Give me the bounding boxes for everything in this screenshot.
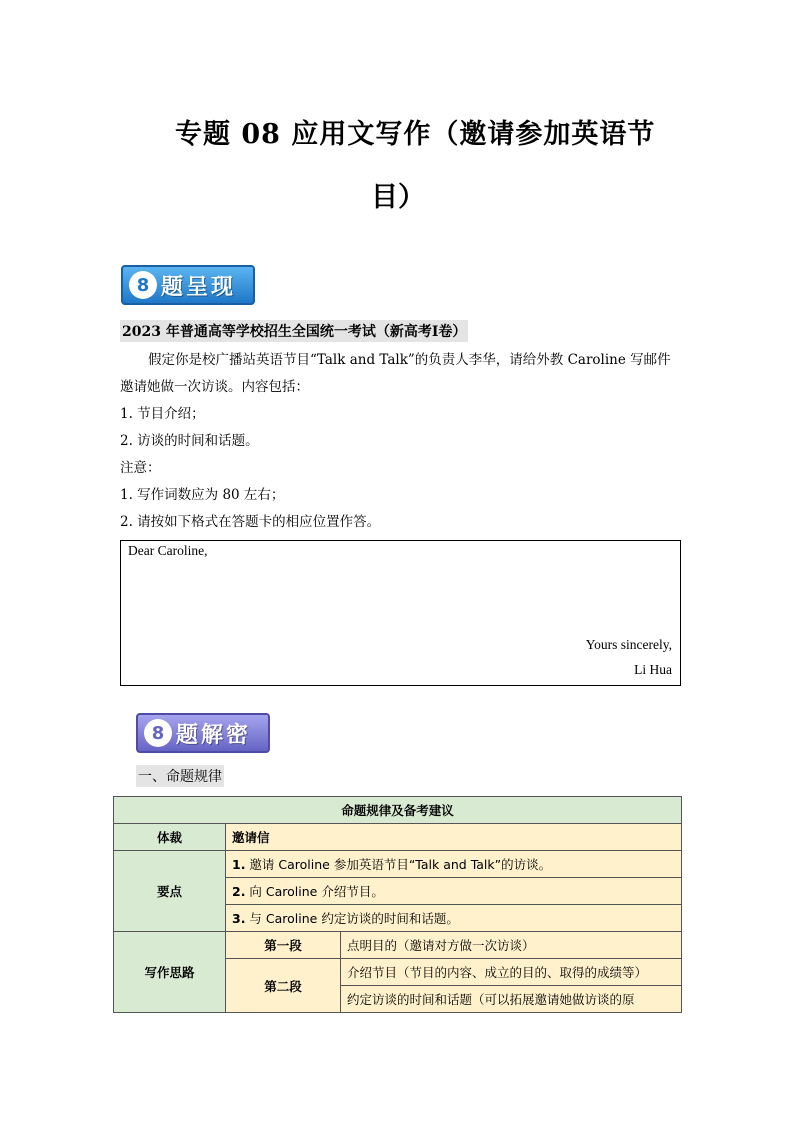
analysis-badge [136,713,270,753]
letter-format-box [120,540,681,686]
genre-label: 体裁 [114,824,226,851]
number-eight-icon: 8 [144,719,172,747]
table-row [114,824,682,851]
page-title-line1: 专题 08 应用文写作（邀请参加英语节 [175,119,656,150]
section-heading: 一、命题规律 [136,765,224,787]
point-item-3: 3. 与 Caroline 约定访谈的时间和话题。 [226,905,682,932]
content-item-1: 1. 节目介绍； [120,406,205,422]
para1-text: 点明目的（邀请对方做一次访谈） [341,932,682,959]
prompt-line-2: 邀请她做一次访谈。内容包括： [120,379,309,395]
note-item-2: 2. 请按如下格式在答题卡的相应位置作答。 [120,514,381,530]
points-label: 要点 [114,851,226,932]
table-row [114,851,682,878]
analysis-badge-label: 题解密 [176,722,252,748]
note-item-1: 1. 写作词数应为 80 左右； [120,487,285,503]
table-row [114,797,682,824]
para2-text-2: 约定访谈的时间和话题（可以拓展邀请她做访谈的原 [341,986,682,1013]
para1-label: 第一段 [226,932,341,959]
prompt-line-1: 假定你是校广播站英语节目“Talk and Talk”的负责人李华，请给外教 Caroline 写邮件 [148,352,671,368]
para2-label: 第二段 [226,959,341,1013]
rules-table [113,796,682,1013]
page-title [175,119,685,213]
number-eight-icon: 8 [129,271,157,299]
genre-value: 邀请信 [226,824,682,851]
content-item-2: 2. 访谈的时间和话题。 [120,433,259,449]
topic-badge [121,265,255,305]
topic-badge-label: 题呈现 [161,274,237,300]
note-label: 注意： [120,460,161,476]
table-row [114,932,682,959]
letter-signature: Li Hua [634,662,672,677]
table-header: 命题规律及备考建议 [114,797,682,824]
point-item-2: 2. 向 Caroline 介绍节目。 [226,878,682,905]
letter-greeting: Dear Caroline, [128,543,208,558]
letter-closing: Yours sincerely, [585,637,672,652]
idea-label: 写作思路 [114,932,226,1013]
para2-text-1: 介绍节目（节目的内容、成立的目的、取得的成绩等） [341,959,682,986]
exam-title: 2023 年普通高等学校招生全国统一考试（新高考Ⅰ卷） [120,320,468,342]
page-title-line2: 目） [371,182,425,213]
point-item-1: 1. 邀请 Caroline 参加英语节目“Talk and Talk”的访谈。 [226,851,682,878]
